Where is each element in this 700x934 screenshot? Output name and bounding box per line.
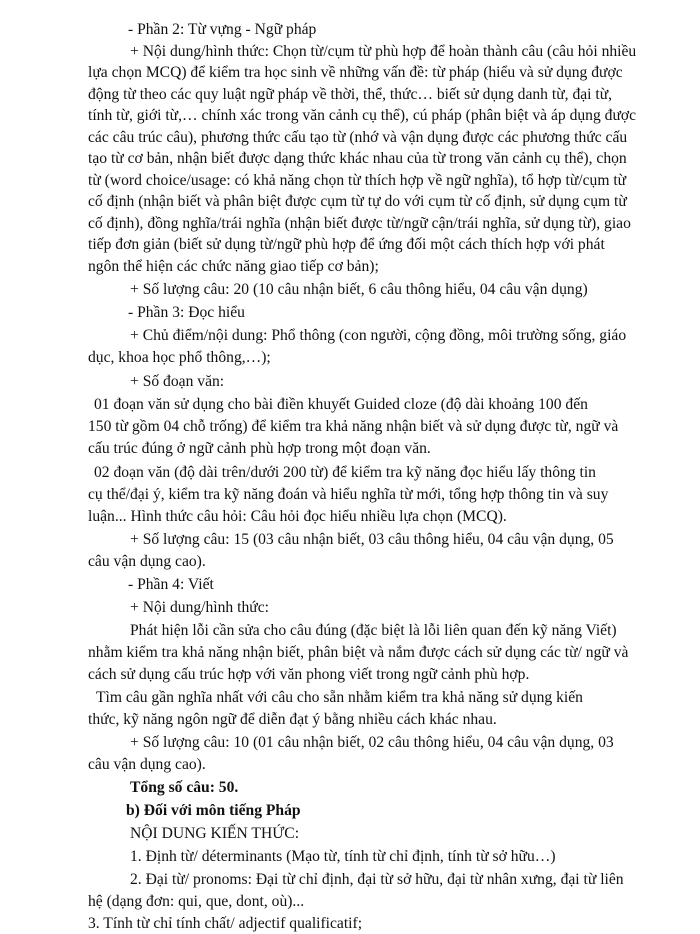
text-line: câu vận dụng cao). bbox=[88, 553, 206, 570]
list-item: 1. Định từ/ déterminants (Mạo từ, tính từ chỉ định, tính từ sở hữu…) bbox=[130, 848, 556, 865]
text-line: từ (word choice/usage: có khả năng chọn từ thích hợp về ngữ nghĩa), tổ hợp từ/cụm từ bbox=[88, 172, 627, 189]
text-line: + Số lượng câu: 20 (10 câu nhận biết, 6 câu thông hiểu, 04 câu vận dụng) bbox=[130, 281, 588, 298]
text-line: lựa chọn MCQ) để kiểm tra học sinh về những vấn đề: từ pháp (hiểu và sử dụng được bbox=[88, 64, 623, 81]
text-line: động từ theo các quy luật ngữ pháp về thời, thể, thức… biết sử dụng danh từ, đại từ, bbox=[88, 86, 613, 103]
text-line: + Số lượng câu: 10 (01 câu nhận biết, 02 câu thông hiểu, 04 câu vận dụng, 03 bbox=[130, 734, 614, 751]
text-line: + Nội dung/hình thức: Chọn từ/cụm từ phù hợp để hoàn thành câu (câu hỏi nhiều bbox=[130, 43, 637, 60]
text-line: câu vận dụng cao). bbox=[88, 756, 206, 773]
text-line: cố định), đồng nghĩa/trái nghĩa (nhận biết được từ/ngữ cận/trái nghĩa, sử dụng từ), giao bbox=[88, 215, 631, 232]
text-line: + Nội dung/hình thức: bbox=[130, 599, 269, 616]
text-line: tiếp đơn giản (biết sử dụng từ/ngữ phù hợp để ứng đối một cách thích hợp với phát bbox=[88, 236, 605, 253]
text-line: ngôn thể hiện các chức năng giao tiếp cơ bản); bbox=[88, 258, 379, 275]
text-line: dục, khoa học phổ thông,…); bbox=[88, 349, 271, 366]
text-line: 02 đoạn văn (độ dài trên/dưới 200 từ) để kiểm tra kỹ năng đọc hiểu lấy thông tin bbox=[94, 464, 596, 481]
text-line: 3. Tính từ chỉ tính chất/ adjectif qualificatif; bbox=[88, 915, 363, 932]
section-heading-part-4: - Phần 4: Viết bbox=[128, 576, 214, 593]
text-line: 01 đoạn văn sử dụng cho bài điền khuyết Guided cloze (độ dài khoảng 100 đến bbox=[94, 396, 588, 413]
text-line: hệ (dạng đơn: qui, que, dont, où)... bbox=[88, 893, 305, 910]
knowledge-heading: NỘI DUNG KIẾN THỨC: bbox=[130, 825, 300, 842]
section-heading-part-2: - Phần 2: Từ vựng - Ngữ pháp bbox=[128, 21, 317, 38]
text-line: + Số lượng câu: 15 (03 câu nhận biết, 03 câu thông hiểu, 04 câu vận dụng, 05 bbox=[130, 531, 614, 548]
text-line: tạo từ cơ bản, nhận biết được dạng thức khác nhau của từ trong văn cảnh cụ thể), chọn bbox=[88, 150, 627, 167]
text-line: cụ thể/đại ý, kiểm tra kỹ năng đoán và hiểu nghĩa từ mới, tổng hợp thông tin và suy bbox=[88, 486, 609, 503]
section-heading-french: b) Đối với môn tiếng Pháp bbox=[126, 802, 301, 819]
text-line: cách sử dụng cấu trúc hợp với văn phong viết trong ngữ cảnh phù hợp. bbox=[88, 666, 530, 683]
text-line: tính từ, giới từ,… chính xác trong văn cảnh cụ thể), cú pháp (phân biệt và áp dụng được bbox=[88, 107, 637, 124]
text-line: 150 từ gồm 04 chỗ trống) để kiểm tra khả năng nhận biết và sử dụng được từ, ngữ và bbox=[88, 418, 619, 435]
list-item: 2. Đại từ/ pronoms: Đại từ chỉ định, đại từ sở hữu, đại từ nhân xưng, đại từ liên bbox=[130, 871, 624, 888]
text-line: luận... Hình thức câu hỏi: Câu hỏi đọc hiểu nhiều lựa chọn (MCQ). bbox=[88, 508, 507, 525]
section-heading-part-3: - Phần 3: Đọc hiểu bbox=[128, 304, 245, 321]
text-line: + Chủ điểm/nội dung: Phổ thông (con người, cộng đồng, môi trường sống, giáo bbox=[130, 327, 627, 344]
total-questions: Tổng số câu: 50. bbox=[130, 779, 239, 796]
text-line: nhằm kiểm tra khả năng nhận biết, phân biệt và nắm được cách sử dụng các từ/ ngữ và bbox=[88, 644, 629, 661]
text-line: các câu trúc câu), phương thức cấu tạo từ (nhớ và vận dụng được các phương thức cấu bbox=[88, 129, 628, 146]
text-line: cấu trúc đúng ở ngữ cảnh phù hợp trong một đoạn văn. bbox=[88, 440, 431, 457]
text-line: Tìm câu gần nghĩa nhất với câu cho sẵn nhằm kiểm tra khả năng sử dụng kiến bbox=[96, 689, 583, 706]
text-line: cố định (nhận biết và phân biệt được cụm từ tự do với cụm từ cố định, sử dụng cụm từ bbox=[88, 193, 627, 210]
text-line: + Số đoạn văn: bbox=[130, 373, 225, 390]
text-line: thức, kỹ năng ngôn ngữ để diễn đạt ý bằng nhiều cách khác nhau. bbox=[88, 711, 497, 728]
text-line: Phát hiện lỗi cần sửa cho câu đúng (đặc biệt là lỗi liên quan đến kỹ năng Viết) bbox=[130, 622, 617, 639]
